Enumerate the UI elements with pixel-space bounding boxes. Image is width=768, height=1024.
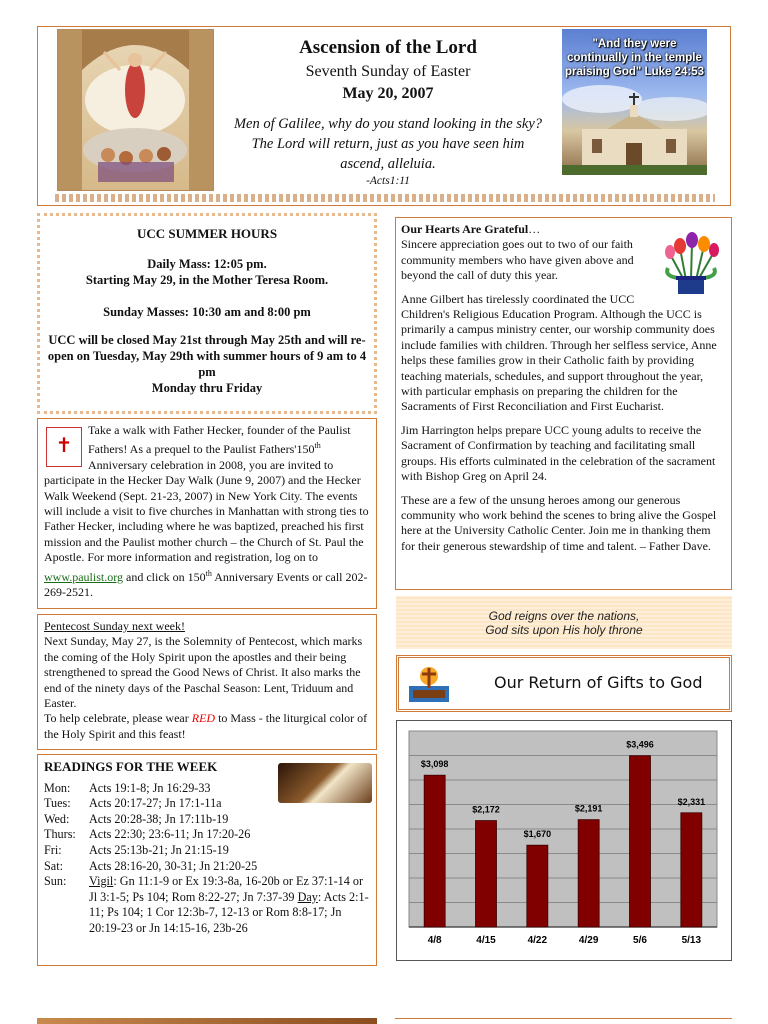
reading-day: Mon: <box>44 780 71 795</box>
reading-day: Tues: <box>44 796 71 811</box>
hecker-text-3: and click on 150 <box>123 569 206 584</box>
hecker-sup-1: th <box>314 441 321 451</box>
reading-text-sunday <box>89 874 370 936</box>
reading-day: Thurs: <box>44 827 76 842</box>
sunday-masses-text: Sunday Masses: 10:30 am and 8:00 pm <box>103 305 311 319</box>
hecker-sup-2: th <box>205 568 212 578</box>
pentecost-body-2-pre: To help celebrate, please wear <box>44 711 192 726</box>
pentecost-box <box>37 614 377 750</box>
x-tick-label: 4/22 <box>527 935 548 946</box>
data-label: $2,331 <box>677 796 706 807</box>
bar <box>681 813 702 927</box>
reading-text: Acts 20:17-27; Jn 17:1-11a <box>89 796 222 811</box>
reading-text: Acts 28:16-20, 30-31; Jn 21:20-25 <box>89 858 258 873</box>
reading-row <box>44 843 370 859</box>
reading-row <box>44 812 370 828</box>
x-tick-label: 4/29 <box>578 935 599 946</box>
bible-image <box>278 763 372 803</box>
daily-mass-start-text: Starting May 29, in the Mother Teresa Room. <box>85 273 329 287</box>
hearts-paragraph-4: These are a few of the unsung heroes among our generous community who work behind the scenes to bring alive the Gospel here at the University Catholic Center. Join me in thanking them for their generous stewardship of time and talent. – Father Dave. <box>401 492 717 553</box>
hecker-walk-box <box>37 418 377 609</box>
summer-hours-box <box>37 213 377 414</box>
day-readings: : Acts 2:1-11; Ps 104; 1 Cor 12:3b-7, 12-13 or Rom 8:8-17; Jn 20:19-23 or Jn 14:15-16, 23b-26 <box>89 889 369 935</box>
church-photo-image <box>562 29 707 175</box>
reading-day: Sun: <box>44 874 67 889</box>
gifts-title: Our Return of Gifts to God <box>494 673 703 692</box>
hearts-paragraph-1: Sincere appreciation goes out to two of our faith community members who have given above and beyond the call of duty this year. <box>401 237 634 283</box>
page-title: Ascension of the Lord <box>299 37 477 58</box>
day-label: Day <box>297 889 318 904</box>
vigil-readings: : Gn 11:1-9 or Ex 19:3-8a, 16-20b or Ez 37:1-14 or Jl 3:1-5; Ps 104; Rom 8:22-27; Jn 7:37-39 <box>89 874 364 904</box>
header-box <box>37 26 731 206</box>
reading-row-sunday <box>44 874 370 936</box>
readings-title: READINGS FOR THE WEEK <box>44 759 218 774</box>
x-tick-label: 4/15 <box>476 935 496 946</box>
readings-box <box>37 754 377 966</box>
offering-icon <box>407 666 451 704</box>
tulips-art <box>660 228 722 300</box>
data-label: $2,191 <box>574 803 603 814</box>
gifts-header-box <box>396 655 732 712</box>
reading-text: Acts 22:30; 23:6-11; Jn 17:20-26 <box>89 827 251 842</box>
bar-chart-svg <box>397 721 731 960</box>
reading-text: Acts 20:28-38; Jn 17:11b-19 <box>89 811 229 826</box>
bar <box>476 821 497 927</box>
bar <box>630 756 651 927</box>
hearts-title: Our Hearts Are Grateful <box>401 222 529 236</box>
hecker-text-2: Anniversary celebration in 2008, you are invited to participate in the Hecker Day Walk (June 9, 2007) and the Hecker Walk Weekend (Sept. 21-23, 2007) in New York City. The events will include a visit to five churches in Manhattan with strong ties to Father Hecker, including where he was baptized, preached his first mission and the Paulist mother church – the Church of St. Paul the Apostle. For more information and registration, log on to <box>44 457 369 565</box>
summer-hours-title: UCC SUMMER HOURS <box>136 226 278 241</box>
data-label: $3,098 <box>420 759 449 770</box>
tulips-image <box>660 228 722 300</box>
bottom-left-strip <box>37 1018 377 1024</box>
pentecost-title: Pentecost Sunday next week! <box>44 619 185 633</box>
paulist-fathers-logo-icon: ✝ <box>46 427 82 467</box>
hearts-grateful-box <box>395 217 732 590</box>
hecker-text-4: Anniversary Events or call 202-269-2521. <box>44 569 368 600</box>
scripture-caption: "And they were continually in the temple praising God" Luke 24:53 <box>564 38 705 78</box>
header-center <box>228 37 548 187</box>
hearts-title-suffix: … <box>528 222 541 236</box>
data-label: $3,496 <box>626 739 654 750</box>
paulist-website-link[interactable]: www.paulist.org <box>44 569 123 584</box>
data-label: $1,670 <box>523 829 552 840</box>
page-subtitle: Seventh Sunday of Easter <box>305 63 471 80</box>
header-quote: Men of Galilee, why do you stand looking in the sky? The Lord will return, just as you have seen him ascend, alleluia. <box>233 116 543 172</box>
pentecost-body-1: Next Sunday, May 27, is the Solemnity of Pentecost, which marks the coming of the Holy Spirit upon the apostles and their being strengthened to spread the Good News of Christ. It also marks the end of the ninety days of the Paschal Season: Lent, Triduum and Easter. <box>44 634 363 711</box>
decorative-border <box>55 194 715 202</box>
pentecost-body-2 <box>44 711 370 742</box>
hearts-paragraph-2: Anne Gilbert has tirelessly coordinated the UCC Children's Religious Education Program. Although the UCC is primarily a campus ministry center, our worship community does include families with children. Through her selfless service, Anne helps these families grow in their Catholic faith by providing teaching materials, schedules, and support throughout the year, with particular emphasis on preparing the children for the Sacraments of First Reconciliation and First Eucharist. <box>401 291 717 414</box>
red-word: RED <box>191 711 216 726</box>
reigns-line-1: God reigns over the nations, <box>488 609 640 623</box>
x-tick-label: 4/8 <box>427 935 442 946</box>
collection-chart <box>396 720 732 961</box>
reading-day: Fri: <box>44 842 62 857</box>
bar <box>527 845 548 927</box>
x-tick-label: 5/6 <box>633 935 647 946</box>
reading-text: Acts 25:13b-21; Jn 21:15-19 <box>89 842 229 857</box>
reading-day: Wed: <box>44 811 70 826</box>
reading-row <box>44 827 370 843</box>
bar <box>424 775 445 927</box>
reading-day: Sat: <box>44 858 63 873</box>
pentecost-body-2-post: to Mass - the liturgical color of the Holy Spirit and this feast! <box>44 711 368 741</box>
reading-text: Acts 19:1-8; Jn 16:29-33 <box>89 780 211 795</box>
hearts-paragraph-3: Jim Harrington helps prepare UCC young adults to receive the Sacrament of Confirmation by teaching and facilitating small groups. His efforts culminated in the celebration of the sacrament with Bishop Greg on April 24. <box>401 422 716 484</box>
closure-notice-text: UCC will be closed May 21st through May 25th and will re-open on Tuesday, May 29th with summer hours of 9 am to 4 pm <box>47 333 367 379</box>
x-tick-label: 5/13 <box>681 935 702 946</box>
bar <box>578 820 599 927</box>
summer-days-text: Monday thru Friday <box>151 381 263 395</box>
data-label: $2,172 <box>472 804 500 815</box>
ascension-painting-image <box>57 29 214 191</box>
daily-mass-text: Daily Mass: 12:05 pm. <box>147 257 267 271</box>
ascension-painting-art <box>58 30 213 190</box>
reigns-line-2: God sits upon His holy throne <box>485 623 643 637</box>
hecker-text-1: Take a walk with Father Hecker, founder of the Paulist Fathers! As a prequel to the Paulist Fathers'150 <box>88 423 351 457</box>
vigil-label: Vigil <box>89 874 114 889</box>
bottom-right-strip <box>395 1018 732 1024</box>
header-quote-ref: -Acts1:11 <box>366 175 410 187</box>
reading-row <box>44 859 370 875</box>
page-date: May 20, 2007 <box>342 85 434 102</box>
god-reigns-banner <box>396 596 732 649</box>
